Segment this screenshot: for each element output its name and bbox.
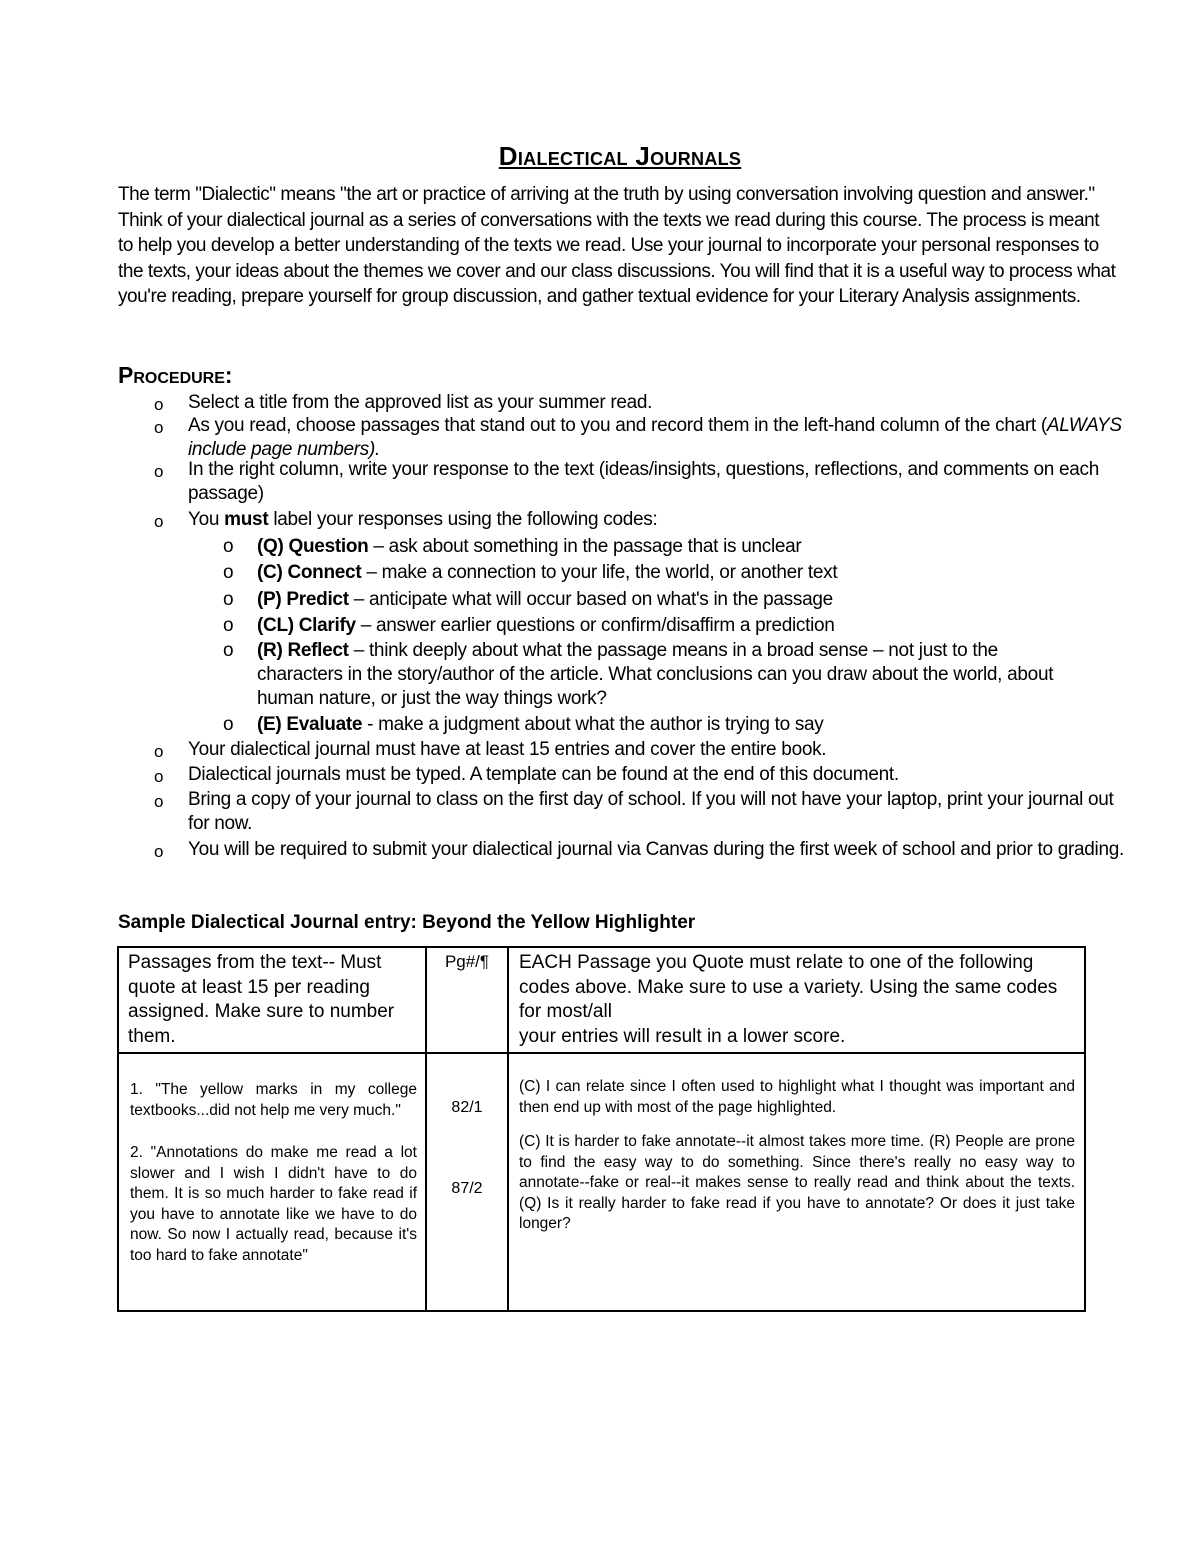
procedure-bring-copy: Bring a copy of your journal to class on the first day of school. If you will not have your laptop, print your journal out for now.: [188, 789, 1114, 834]
list-item: [154, 458, 1133, 506]
page-cell: [426, 1053, 508, 1311]
procedure-choose-passages: [188, 414, 1133, 462]
list-item: [154, 838, 1133, 862]
procedure-choose-passages-italic: ALWAYS include page numbers).: [188, 415, 1122, 460]
page-ref-1: 82/1: [451, 1099, 483, 1116]
procedure-choose-passages-text: As you read, choose passages that stand out to you and record them in the left-hand column of the chart (: [188, 415, 1047, 436]
procedure-select-title: Select a title from the approved list as your summer read.: [188, 392, 653, 413]
code-item-question: o (Q) Question – ask about something in the passage that is unclear: [223, 536, 802, 557]
passage-1: 1. "The yellow marks in my college textbooks...did not help me very much.": [130, 1081, 417, 1119]
intro-paragraph: The term "Dialectic" means "the art or practice of arriving at the truth by using conversation involving question and answer." Think of your dialectical journal as a series of conversations with the texts we read during this course. The process is meant to help you develop a better understanding of the texts we read. Use your journal to incorporate your personal responses to the texts, your ideas about the themes we cover and our class discussions. You will find that it is a useful way to process what you're reading, prepare yourself for group discussion, and gather textual evidence for your Literary Analysis assignments.: [118, 184, 1116, 307]
header-response: EACH Passage you Quote must relate to one of the following codes above. Make sure to use a variety. Using the same codes for most/all your entries will result in a lower score.: [508, 947, 1085, 1053]
header-page: Pg#/¶: [426, 947, 508, 1053]
bullet-icon: o: [154, 418, 164, 437]
bullet-icon: o: [154, 742, 164, 761]
passage-2: 2. "Annotations do make me read a lot slower and I wish I didn't have to do them. It is so much harder to fake read if you have to annotate like we have to do now. So now I actually read, because it's too hard to fake annotate": [130, 1144, 417, 1264]
bullet-icon: o: [223, 714, 234, 735]
list-item: [154, 738, 1133, 762]
procedure-submit: You will be required to submit your dialectical journal via Canvas during the first week of school and prior to grading.: [188, 839, 1124, 860]
procedure-heading: Procedure:: [118, 362, 233, 388]
procedure-must-label: You must label your responses using the following codes:: [188, 509, 658, 530]
list-item: [154, 508, 1133, 532]
procedure-right-column: In the right column, write your response to the text (ideas/insights, questions, reflections, and comments on each passage): [188, 459, 1100, 504]
bullet-icon: o: [154, 512, 164, 531]
bullet-icon: o: [223, 615, 234, 636]
bullet-icon: o: [154, 395, 164, 414]
bullet-icon: o: [154, 767, 164, 786]
response-cell: [508, 1053, 1085, 1311]
code-item-predict: o (P) Predict – anticipate what will occur based on what's in the passage: [223, 589, 833, 610]
sample-heading: Sample Dialectical Journal entry: Beyond the Yellow Highlighter: [118, 912, 696, 933]
list-item: [154, 788, 1133, 836]
code-item-clarify: o (CL) Clarify – answer earlier questions or confirm/disaffirm a prediction: [223, 615, 835, 636]
must-emphasis: must: [224, 509, 269, 530]
response-1: (C) I can relate since I often used to highlight what I thought was important and then end up with most of the page highlighted.: [519, 1078, 1075, 1116]
list-item: [154, 763, 1133, 787]
bullet-icon: o: [154, 842, 164, 861]
bullet-icon: o: [223, 589, 234, 610]
table-row: [118, 1053, 1085, 1311]
response-2: (C) It is harder to fake annotate--it almost takes more time. (R) People are prone to find the easy way to do something. Since there's really no easy way to annotate--fake or real--it makes sense to really read and think about the texts. (Q) Is it really harder to fake read if you have to annotate? Or does it just take longer?: [519, 1133, 1075, 1232]
bullet-icon: o: [223, 562, 234, 583]
page-ref-2: 87/2: [451, 1180, 483, 1197]
table-header-row: [118, 947, 1085, 1053]
procedure-typed: Dialectical journals must be typed. A template can be found at the end of this document.: [188, 764, 899, 785]
bullet-icon: o: [154, 462, 164, 481]
code-item-connect: o (C) Connect – make a connection to your life, the world, or another text: [223, 562, 838, 583]
sample-journal-table: [117, 946, 1086, 1312]
header-passages: Passages from the text-- Must quote at least 15 per reading assigned. Make sure to number them.: [118, 947, 426, 1053]
passages-cell: [118, 1053, 426, 1311]
code-item-reflect: o (R) Reflect – think deeply about what the passage means in a broad sense – not just to the characters in the story/author of the article. What conclusions can you draw about the world, about human nature, or just the way things work?: [223, 640, 1054, 709]
list-item: [154, 414, 1133, 462]
procedure-entries: Your dialectical journal must have at least 15 entries and cover the entire book.: [188, 739, 827, 760]
bullet-icon: o: [223, 536, 234, 557]
bullet-icon: o: [154, 792, 164, 811]
page-title: Dialectical Journals: [498, 141, 742, 172]
code-item-evaluate: o (E) Evaluate - make a judgment about what the author is trying to say: [223, 714, 824, 735]
bullet-icon: o: [223, 640, 234, 661]
list-item: [154, 391, 1133, 415]
